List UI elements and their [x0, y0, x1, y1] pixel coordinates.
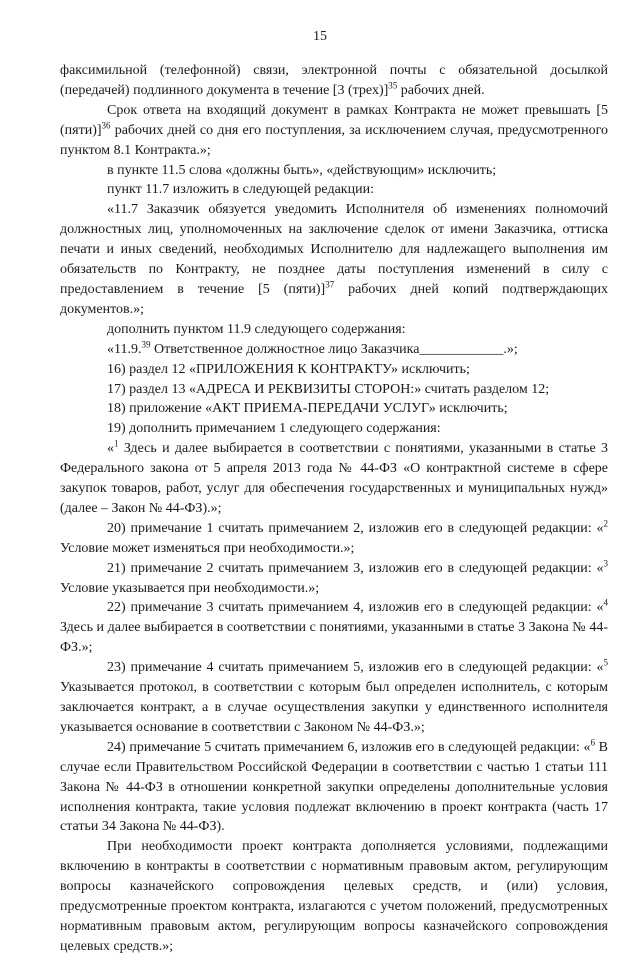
- paragraph: [60, 419, 608, 439]
- paragraph-text: Здесь и далее выбирается в соответствии с понятиями, указанными в статье 3 Федерального закона от 5 апреля 2013 года № 44-ФЗ «О контрактной системе в сфере закупок товаров, работ, услуг для обеспечения государственных и муниципальных нужд» (далее – Закон № 44-ФЗ).»;: [60, 441, 608, 516]
- paragraph-text: пункт 11.7 изложить в следующей редакции:: [107, 182, 374, 198]
- paragraph-text: «: [107, 441, 114, 457]
- paragraph-text: «11.7 Заказчик обязуется уведомить Исполнителя об изменениях полномочий должностных лиц, уполномоченных на заключение сделок от имени Заказчика, оттиска печати и иных сведений, необходимых Исполнителю для надлежащего выполнения им обязательств по Контракту, не позднее даты поступления изменений в силу с предоставлением в течение [5 (пяти)]: [60, 202, 608, 297]
- paragraph-text: факсимильной (телефонной) связи, электронной почты с обязательной досылкой (передачей) подлинного документа в течение [3 (трех)]: [60, 63, 608, 98]
- paragraph-text: дополнить пунктом 11.9 следующего содержания:: [107, 321, 406, 337]
- footnote-ref: 4: [603, 597, 608, 608]
- paragraph: [60, 61, 608, 101]
- footnote-ref: 35: [388, 80, 398, 91]
- paragraph: [60, 101, 608, 161]
- footnote-ref: 37: [325, 279, 335, 290]
- paragraph: [60, 380, 608, 400]
- paragraph-text: 21) примечание 2 считать примечанием 3, изложив его в следующей редакции: «: [107, 560, 604, 576]
- footnote-ref: 6: [590, 737, 595, 748]
- paragraph-text: 16) раздел 12 «ПРИЛОЖЕНИЯ К КОНТРАКТУ» исключить;: [107, 361, 470, 377]
- paragraph: [60, 360, 608, 380]
- paragraph-text: Срок ответа на входящий документ в рамках Контракта не может превышать [5 (пяти)]: [60, 102, 608, 138]
- paragraph: [60, 439, 608, 519]
- paragraph-text: 23) примечание 4 считать примечанием 5, изложив его в следующей редакции: «: [107, 660, 604, 676]
- paragraph-text: Условие указывается при необходимости.»;: [60, 580, 320, 596]
- paragraph: [60, 320, 608, 340]
- paragraph-text: рабочих дней копий подтверждающих документов.»;: [60, 281, 608, 317]
- paragraph-text: 18) приложение «АКТ ПРИЕМА-ПЕРЕДАЧИ УСЛУГ» исключить;: [107, 401, 508, 417]
- paragraph-text: 20) примечание 1 считать примечанием 2, изложив его в следующей редакции: «: [107, 520, 604, 536]
- paragraph-text: в пункте 11.5 слова «должны быть», «действующим» исключить;: [107, 162, 497, 178]
- paragraph-text: 24) примечание 5 считать примечанием 6, изложив его в следующей редакции: «: [107, 739, 591, 755]
- paragraph-text: рабочих дней.: [397, 82, 485, 98]
- footnote-ref: 5: [603, 657, 608, 668]
- footnote-ref: 1: [114, 438, 119, 449]
- document-body: [60, 61, 608, 957]
- paragraph: [60, 598, 608, 658]
- footnote-ref: 39: [141, 339, 151, 350]
- footnote-ref: 2: [603, 518, 608, 529]
- paragraph-text: 19) дополнить примечанием 1 следующего содержания:: [107, 421, 441, 437]
- paragraph-text: 17) раздел 13 «АДРЕСА И РЕКВИЗИТЫ СТОРОН:» считать разделом 12;: [107, 381, 550, 397]
- paragraph: [60, 340, 608, 360]
- paragraph-text: Ответственное должностное лицо Заказчика____________.»;: [150, 341, 518, 357]
- footnote-ref: 36: [101, 120, 111, 131]
- paragraph: [60, 200, 608, 319]
- paragraph-text: В случае если Правительством Российской Федерации в соответствии с частью 1 статьи 111 Закона № 44-ФЗ в отношении конкретной закупки определены дополнительные условия исполнения контракта, такие условия подлежат включению в проект контракта (часть 17 статьи 34 Закона № 44-ФЗ).: [60, 739, 608, 835]
- paragraph-text: Здесь и далее выбирается в соответствии с понятиями, указанными в статье 3 Закона № 44-ФЗ.»;: [60, 620, 608, 656]
- paragraph: [60, 180, 608, 200]
- paragraph: [60, 161, 608, 181]
- paragraph: [60, 399, 608, 419]
- footnote-ref: 3: [603, 558, 608, 568]
- paragraph: [60, 559, 608, 599]
- paragraph-text: Указывается протокол, в соответствии с которым был определен исполнитель, с которым заключается контракт, а в случае осуществления закупки у единственного исполнителя указывается основание в соответствии с Законом № 44-ФЗ.»;: [60, 680, 608, 735]
- paragraph-text: При необходимости проект контракта дополняется условиями, подлежащими включению в контракты в соответствии с нормативным правовым актом, регулирующим вопросы казначейского сопровождения целевых средств, и (или) условия, предусмотренные проектом контракта, излагаются с учетом положений, предусмотренных нормативным правовым актом, регулирующим вопросы казначейского сопровождения целевых средств.»;: [60, 839, 608, 954]
- paragraph-text: «11.9.: [107, 341, 142, 357]
- paragraph: [60, 837, 608, 956]
- paragraph-text: Условие может изменяться при необходимости.»;: [60, 540, 355, 556]
- paragraph: [60, 658, 608, 738]
- paragraph-text: рабочих дней со дня его поступления, за исключением случая, предусмотренного пунктом 8.1 Контракта.»;: [60, 122, 608, 158]
- paragraph: [60, 519, 608, 559]
- paragraph-text: 22) примечание 3 считать примечанием 4, изложив его в следующей редакции: «: [107, 600, 604, 616]
- page-number: 15: [313, 29, 327, 44]
- paragraph: [60, 738, 608, 838]
